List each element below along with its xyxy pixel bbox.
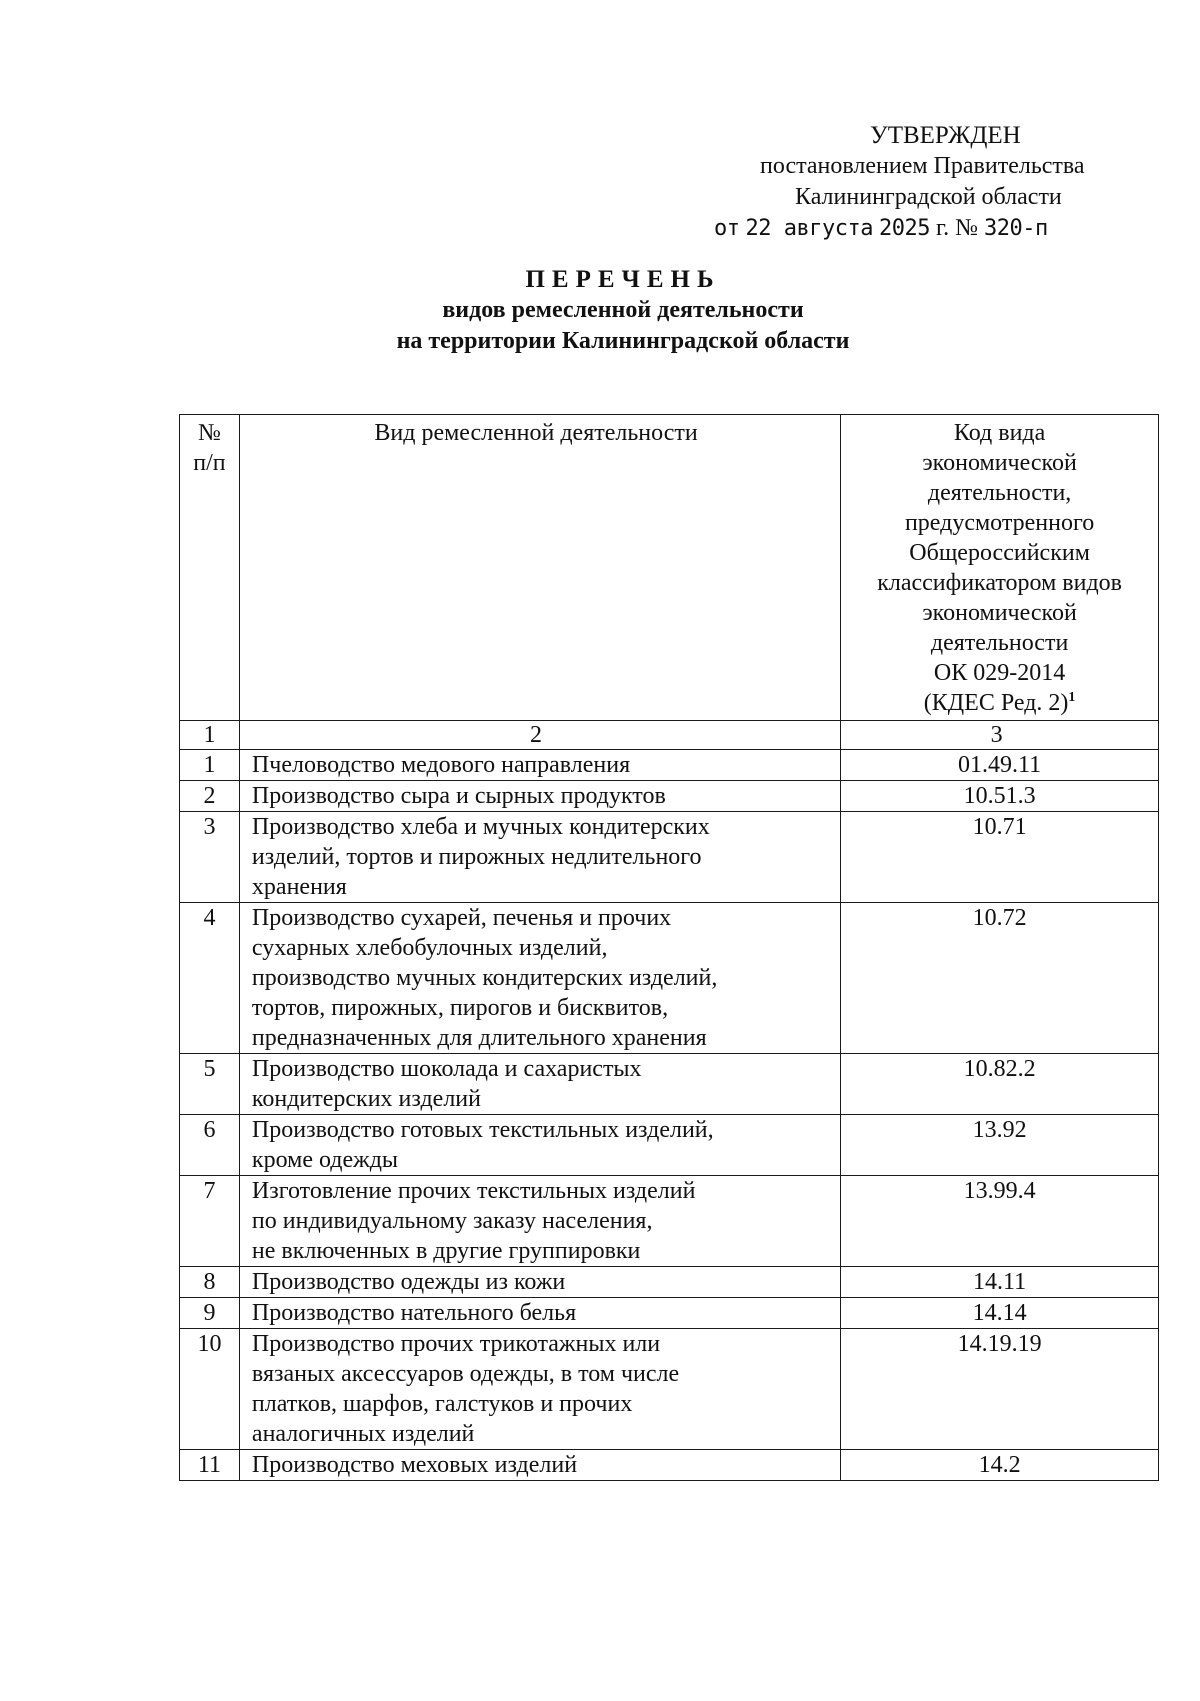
row-activity-line: Производство готовых текстильных изделий, bbox=[251, 1117, 714, 1143]
table-row bbox=[180, 1054, 1159, 1115]
row-activity bbox=[239, 1450, 840, 1481]
table-row bbox=[180, 1329, 1159, 1450]
header-code-line: Общероссийским bbox=[909, 540, 1090, 566]
row-activity-line: аналогичных изделий bbox=[251, 1421, 475, 1447]
column-number: 1 bbox=[180, 721, 240, 750]
row-number: 4 bbox=[180, 903, 240, 1054]
row-activity-line: Производство одежды из кожи bbox=[251, 1269, 566, 1295]
row-code: 14.19.19 bbox=[841, 1329, 1159, 1450]
row-number: 2 bbox=[180, 781, 240, 812]
approval-year: 2025 bbox=[878, 216, 930, 241]
approval-date: 22 августа bbox=[745, 216, 873, 241]
row-code: 10.51.3 bbox=[841, 781, 1159, 812]
row-code: 01.49.11 bbox=[841, 750, 1159, 781]
approval-date-prefix: от bbox=[714, 216, 740, 241]
row-activity-line: по индивидуальному заказу населения, bbox=[251, 1208, 653, 1234]
column-number-row bbox=[180, 721, 1159, 750]
header-code-line: Код вида bbox=[953, 420, 1046, 446]
row-activity-line: платков, шарфов, галстуков и прочих bbox=[251, 1391, 633, 1417]
header-code-line: экономической bbox=[922, 600, 1077, 626]
table-row bbox=[180, 1115, 1159, 1176]
approval-year-suffix: г. № bbox=[935, 215, 978, 241]
table-row bbox=[180, 1267, 1159, 1298]
approval-title: УТВЕРЖДЕН bbox=[870, 122, 1021, 149]
header-code bbox=[841, 415, 1159, 721]
row-activity bbox=[239, 781, 840, 812]
row-activity bbox=[239, 1329, 840, 1450]
header-activity: Вид ремесленной деятельности bbox=[239, 415, 840, 721]
row-activity-line: Пчеловодство медового направления bbox=[251, 752, 631, 778]
document-subtitle-1: видов ремесленной деятельности bbox=[442, 297, 804, 323]
approval-authority: постановлением Правительства bbox=[760, 153, 1085, 179]
row-activity bbox=[239, 903, 840, 1054]
header-code-line bbox=[847, 688, 1152, 718]
approval-date-line bbox=[700, 213, 1120, 244]
row-code: 10.82.2 bbox=[841, 1054, 1159, 1115]
row-activity-line: Производство прочих трикотажных или bbox=[251, 1331, 661, 1357]
table-row bbox=[180, 1176, 1159, 1267]
row-activity-line: тортов, пирожных, пирогов и бисквитов, bbox=[251, 995, 669, 1021]
row-activity bbox=[239, 1054, 840, 1115]
approval-doc-number: 320-п bbox=[983, 216, 1048, 241]
row-activity bbox=[239, 1298, 840, 1329]
row-number: 11 bbox=[180, 1450, 240, 1481]
approval-block bbox=[700, 120, 1120, 244]
row-activity-line: кроме одежды bbox=[251, 1147, 399, 1173]
row-activity bbox=[239, 750, 840, 781]
row-activity-line: кондитерских изделий bbox=[251, 1086, 481, 1112]
row-code: 10.72 bbox=[841, 903, 1159, 1054]
row-activity-line: изделий, тортов и пирожных недлительного bbox=[251, 844, 702, 870]
row-activity bbox=[239, 1115, 840, 1176]
header-code-line: деятельности, bbox=[927, 480, 1072, 506]
header-code-edition: (КДЕС Ред. 2) bbox=[923, 690, 1069, 716]
row-code: 13.92 bbox=[841, 1115, 1159, 1176]
column-number: 2 bbox=[239, 721, 840, 750]
row-activity-line: Производство сыра и сырных продуктов bbox=[251, 783, 666, 809]
header-code-line: классификатором видов bbox=[877, 570, 1122, 596]
row-activity-line: Производство нательного белья bbox=[251, 1300, 577, 1326]
row-code: 10.71 bbox=[841, 812, 1159, 903]
row-number: 8 bbox=[180, 1267, 240, 1298]
document-heading bbox=[160, 264, 1080, 357]
header-code-line: предусмотренного bbox=[904, 510, 1095, 536]
row-activity-line: Изготовление прочих текстильных изделий bbox=[251, 1178, 696, 1204]
row-activity-line: сухарных хлебобулочных изделий, bbox=[251, 935, 608, 961]
row-activity-line: Производство хлеба и мучных кондитерских bbox=[251, 814, 710, 840]
header-code-line: экономической bbox=[922, 450, 1077, 476]
row-activity-line: Производство шоколада и сахаристых bbox=[251, 1056, 642, 1082]
approval-region: Калининградской области bbox=[795, 184, 1062, 210]
row-number: 1 bbox=[180, 750, 240, 781]
row-number: 7 bbox=[180, 1176, 240, 1267]
header-code-line: деятельности bbox=[930, 630, 1069, 656]
row-number: 10 bbox=[180, 1329, 240, 1450]
row-activity-line: Производство меховых изделий bbox=[251, 1452, 578, 1478]
row-activity bbox=[239, 812, 840, 903]
table-row bbox=[180, 903, 1159, 1054]
row-code: 14.2 bbox=[841, 1450, 1159, 1481]
row-activity bbox=[239, 1176, 840, 1267]
activities-table bbox=[179, 414, 1159, 1481]
row-activity-line: вязаных аксессуаров одежды, в том числе bbox=[251, 1361, 680, 1387]
row-code: 13.99.4 bbox=[841, 1176, 1159, 1267]
row-number: 5 bbox=[180, 1054, 240, 1115]
row-code: 14.11 bbox=[841, 1267, 1159, 1298]
row-activity-line: не включенных в другие группировки bbox=[251, 1238, 641, 1264]
table-row bbox=[180, 781, 1159, 812]
document-subtitle-2: на территории Калининградской области bbox=[396, 328, 850, 354]
table-row bbox=[180, 1450, 1159, 1481]
footnote-marker: 1 bbox=[1068, 690, 1076, 705]
row-activity-line: производство мучных кондитерских изделий, bbox=[251, 965, 718, 991]
table-row bbox=[180, 1298, 1159, 1329]
column-number: 3 bbox=[841, 721, 1159, 750]
header-code-line: ОК 029-2014 bbox=[933, 660, 1066, 686]
header-num-symbol: № bbox=[198, 420, 221, 446]
row-number: 6 bbox=[180, 1115, 240, 1176]
header-num bbox=[180, 415, 240, 721]
row-activity-line: Производство сухарей, печенья и прочих bbox=[251, 905, 672, 931]
row-activity-line: хранения bbox=[251, 874, 347, 900]
row-number: 9 bbox=[180, 1298, 240, 1329]
row-number: 3 bbox=[180, 812, 240, 903]
table-row bbox=[180, 750, 1159, 781]
table-row bbox=[180, 812, 1159, 903]
row-code: 14.14 bbox=[841, 1298, 1159, 1329]
table-header-row bbox=[180, 415, 1159, 721]
row-activity bbox=[239, 1267, 840, 1298]
document-title: ПЕРЕЧЕНЬ bbox=[525, 266, 721, 293]
header-num-label: п/п bbox=[193, 450, 226, 476]
row-activity-line: предназначенных для длительного хранения bbox=[251, 1025, 707, 1051]
